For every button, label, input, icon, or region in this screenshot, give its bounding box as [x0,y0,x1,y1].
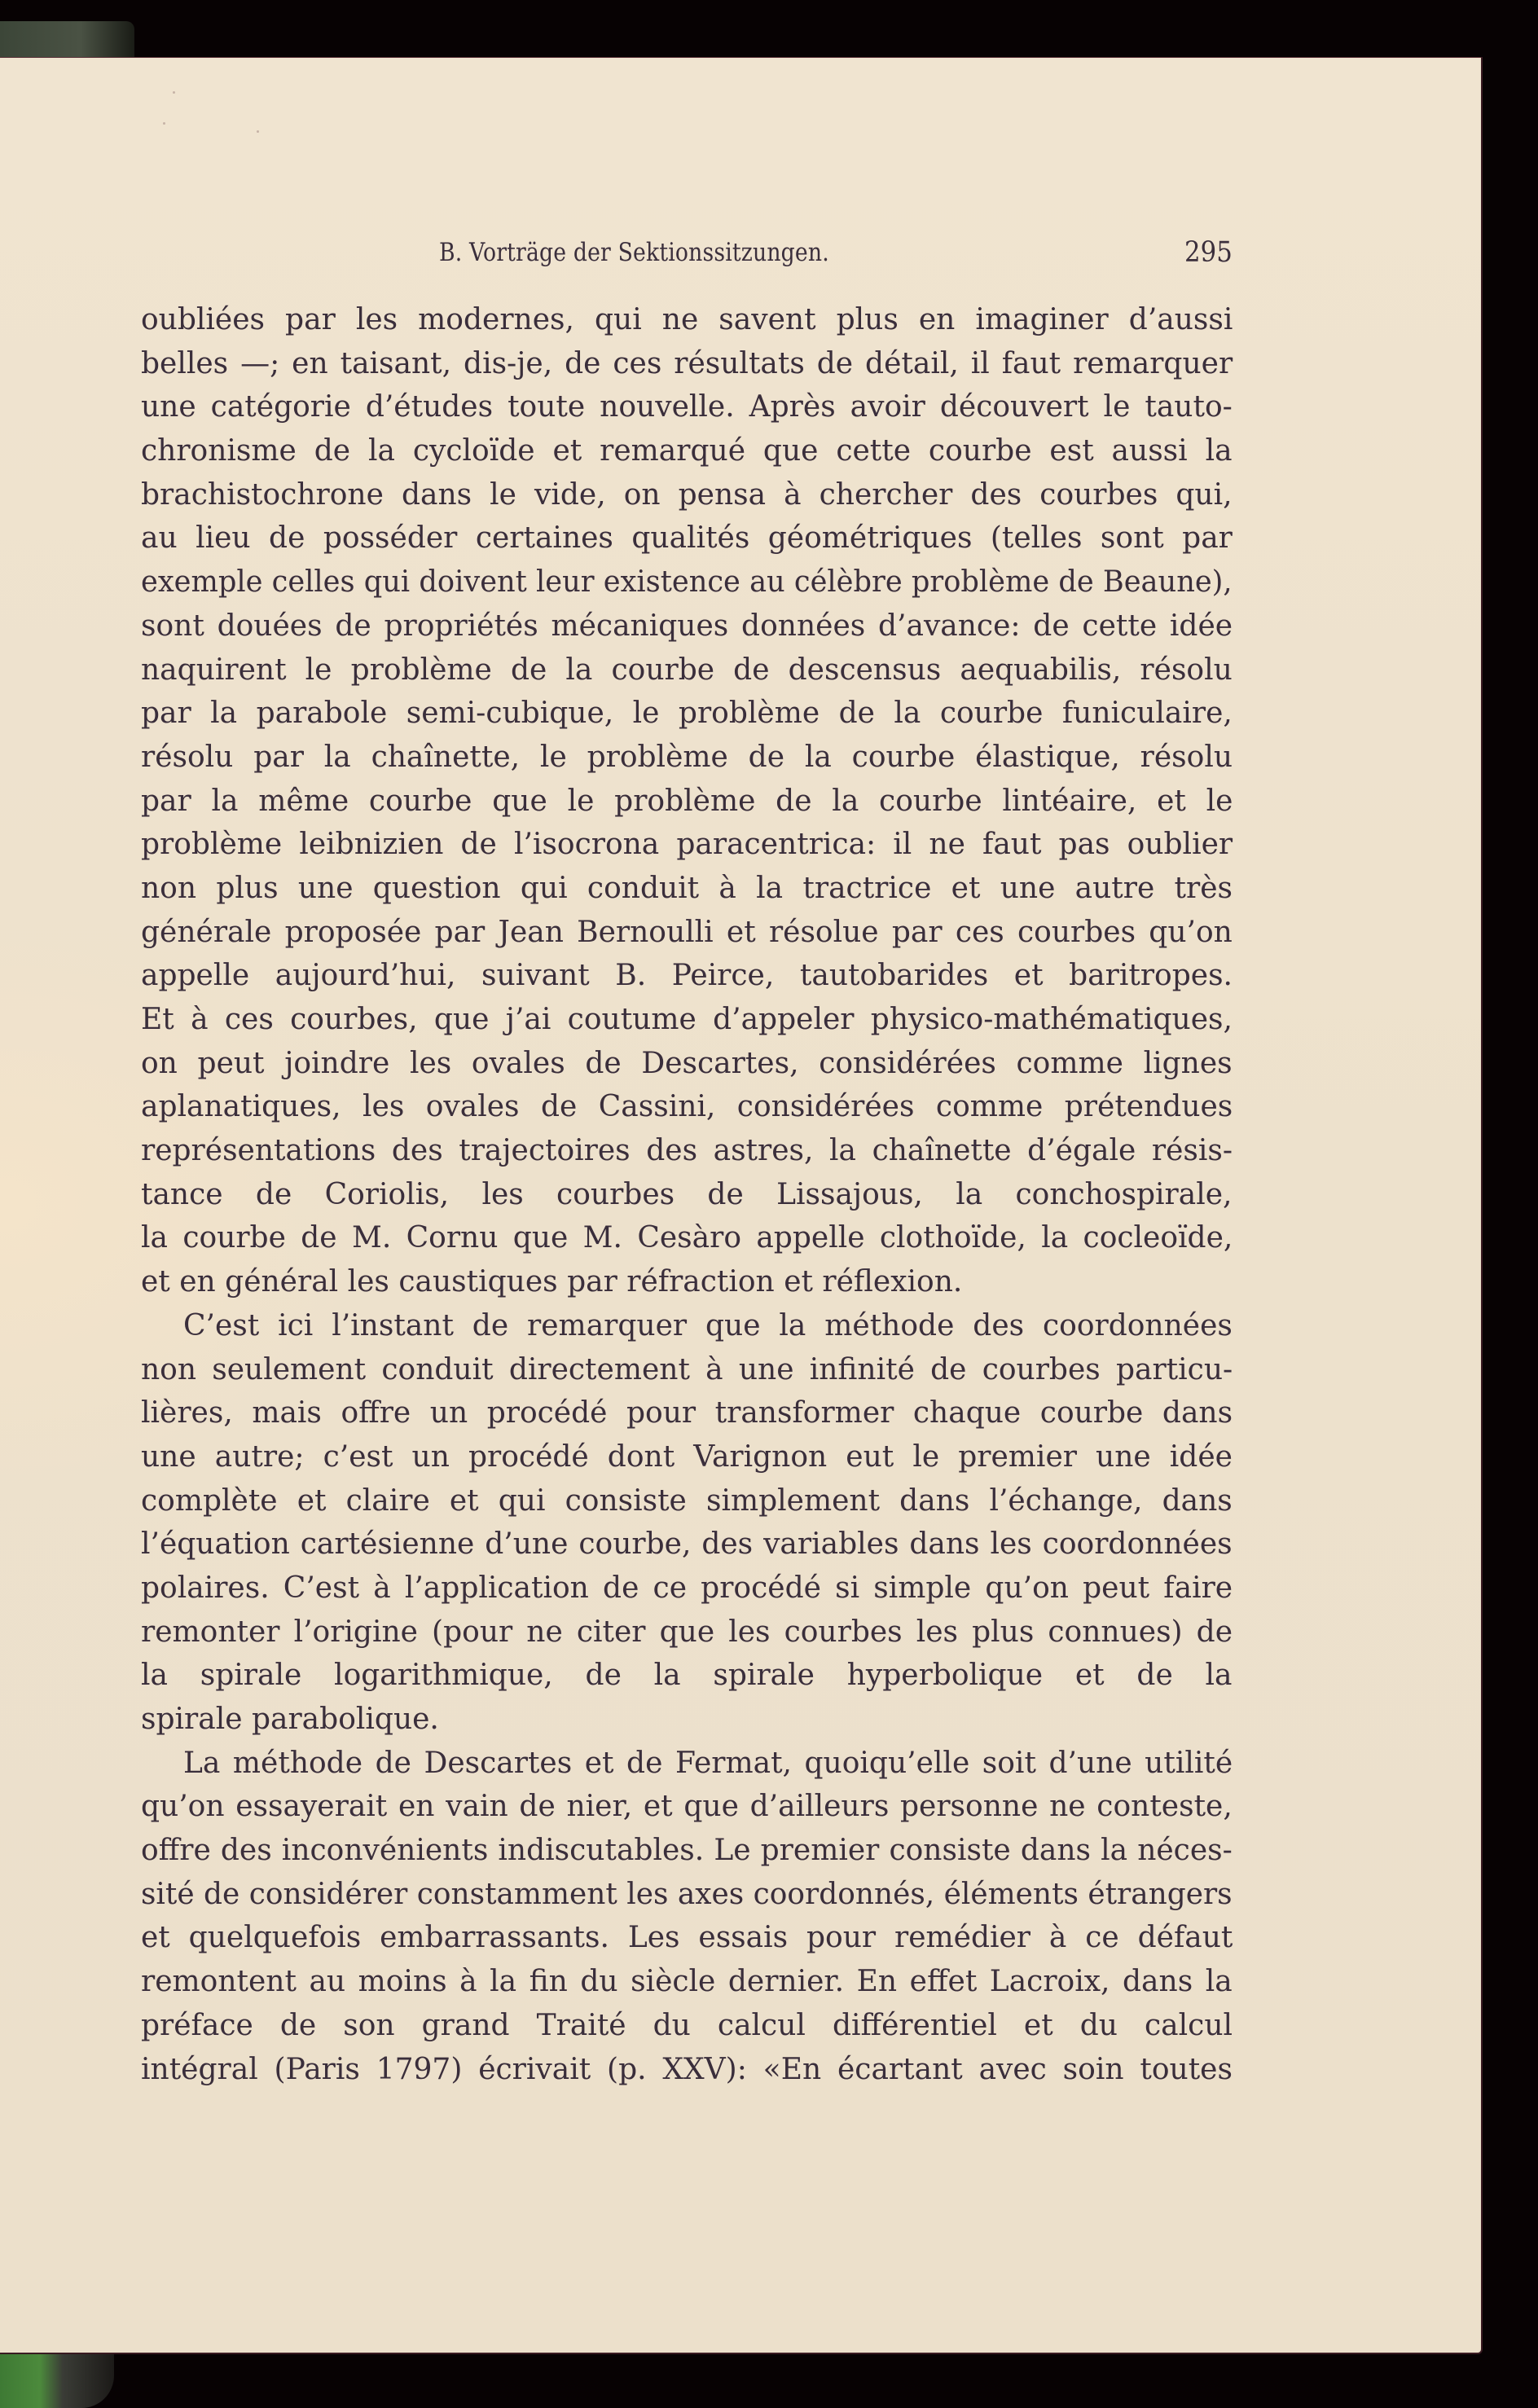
text-line-content: problème leibnizien de l’isocrona paracentrica: il ne faut pas oublier [141,828,1233,862]
text-line [141,867,1233,911]
text-line [141,1435,1233,1479]
text-line-content: par la parabole semi-cubique, le problème de la courbe funiculaire, [141,696,1233,731]
paper-speck [257,130,259,133]
text-line [141,1742,1233,1786]
paper-speck [173,91,175,94]
text-line [141,1960,1233,2004]
text-line [141,1085,1233,1129]
text-line [141,429,1233,473]
text-line [141,516,1233,560]
text-line-content: lières, mais offre un procédé pour transformer chaque courbe dans [141,1396,1233,1430]
text-line-content: oubliées par les modernes, qui ne savent plus en imaginer d’aussi [141,303,1233,336]
text-line [141,1610,1233,1654]
text-line-content: appelle aujourd’hui, suivant B. Peirce, tautobarides et baritropes. [141,959,1233,993]
text-line-content: par la même courbe que le problème de la courbe lintéaire, et le [141,784,1233,818]
text-line-content: générale proposée par Jean Bernoulli et résolue par ces courbes qu’on [141,915,1233,949]
text-line-content: complète et claire et qui consiste simplement dans l’échange, dans [141,1483,1233,1518]
text-line-content: et quelquefois embarrassants. Les essais pour remédier à ce défaut [141,1921,1233,1955]
text-line [141,473,1233,517]
text-line [141,1916,1233,1960]
text-line [141,1479,1233,1523]
text-line [141,1567,1233,1610]
running-head [141,238,1233,279]
text-line [141,2048,1233,2092]
text-line-content: une catégorie d’études toute nouvelle. Après avoir découvert le tauto- [141,390,1233,424]
text-line [141,1348,1233,1392]
text-line [141,780,1233,824]
paper-speck [163,122,165,125]
text-line [141,1129,1233,1173]
text-line-content: remontent au moins à la fin du siècle dernier. En effet Lacroix, dans la [141,1965,1233,1999]
body-text [141,298,1233,2091]
text-line-content: non plus une question qui conduit à la tractrice et une autre très [141,871,1233,905]
text-line-content: Et à ces courbes, que j’ai coutume d’appeler physico-mathématiques, [141,1003,1233,1036]
text-line-content: intégral (Paris 1797) écrivait (p. XXV): «En écartant avec soin toutes [141,2052,1233,2086]
text-line [141,1654,1233,1698]
text-line [141,298,1233,342]
text-line [141,1829,1233,1873]
text-line-content: remonter l’origine (pour ne citer que les courbes les plus connues) de [141,1615,1233,1649]
text-line [141,1523,1233,1567]
text-line-content: brachistochrone dans le vide, on pensa à chercher des courbes qui, [141,477,1233,512]
text-line-content: C’est ici l’instant de remarquer que la méthode des coordonnées [183,1308,1233,1342]
text-line-content: au lieu de posséder certaines qualités géométriques (telles sont par [141,521,1233,556]
page-number: 295 [1184,236,1233,269]
text-line-content: on peut joindre les ovales de Descartes, considérées comme lignes [141,1046,1233,1080]
text-line [141,1304,1233,1348]
text-line-content: spirale parabolique. [141,1703,439,1736]
text-line [141,648,1233,692]
text-line-content: une autre; c’est un procédé dont Varignon eut le premier une idée [141,1439,1233,1474]
text-line [141,604,1233,648]
text-line [141,1698,1233,1742]
text-line [141,1785,1233,1829]
text-line [141,911,1233,955]
text-line-content: l’équation cartésienne d’une courbe, des variables dans les coordonnées [141,1527,1233,1562]
text-line [141,560,1233,604]
book-binding-bottom [0,2353,114,2408]
book-binding-top [0,21,134,57]
text-line-content: offre des inconvénients indiscutables. Le premier consiste dans la néces- [141,1834,1233,1868]
text-line-content: belles —; en taisant, dis-je, de ces résultats de détail, il faut remarquer [141,346,1233,380]
text-line-content: chronisme de la cycloïde et remarqué que cette courbe est aussi la [141,434,1233,468]
text-line [141,1873,1233,1917]
book-page [0,57,1483,2354]
text-line-content: préface de son grand Traité du calcul différentiel et du calcul [141,2008,1233,2042]
text-line [141,1216,1233,1260]
text-line [141,692,1233,736]
text-line-content: sont douées de propriétés mécaniques données d’avance: de cette idée [141,609,1233,643]
text-line-content: résolu par la chaînette, le problème de la courbe élastique, résolu [141,740,1233,774]
text-line-content: sité de considérer constamment les axes coordonnés, éléments étrangers [141,1877,1233,1911]
text-line [141,2004,1233,2048]
text-line-content: la spirale logarithmique, de la spirale hyperbolique et de la [141,1659,1233,1693]
text-line [141,342,1233,386]
text-line-content: représentations des trajectoires des astres, la chaînette d’égale résis- [141,1134,1233,1168]
text-line [141,1260,1233,1304]
text-line-content: polaires. C’est à l’application de ce procédé si simple qu’on peut faire [141,1571,1233,1605]
text-line [141,954,1233,998]
text-line-content: naquirent le problème de la courbe de descensus aequabilis, résolu [141,653,1233,687]
text-line-content: tance de Coriolis, les courbes de Lissajous, la conchospirale, [141,1177,1233,1211]
text-line [141,1042,1233,1086]
text-line-content: la courbe de M. Cornu que M. Cesàro appelle clothoïde, la cocleoïde, [141,1221,1233,1255]
text-line-content: aplanatiques, les ovales de Cassini, considérées comme prétendues [141,1090,1233,1124]
text-line [141,736,1233,780]
text-line [141,998,1233,1042]
text-line-content: qu’on essayerait en vain de nier, et que d’ailleurs personne ne conteste, [141,1790,1233,1824]
text-line-content: La méthode de Descartes et de Fermat, quoiqu’elle soit d’une utilité [183,1746,1233,1780]
text-line-content: et en général les caustiques par réfraction et réflexion. [141,1265,963,1299]
running-head-title: B. Vorträge der Sektionssitzungen. [439,238,829,267]
text-line [141,823,1233,867]
text-line-content: non seulement conduit directement à une infinité de courbes particu- [141,1352,1233,1386]
text-line-content: exemple celles qui doivent leur existence au célèbre problème de Beaune), [141,565,1233,600]
text-line [141,385,1233,429]
text-line [141,1173,1233,1217]
text-line [141,1391,1233,1435]
